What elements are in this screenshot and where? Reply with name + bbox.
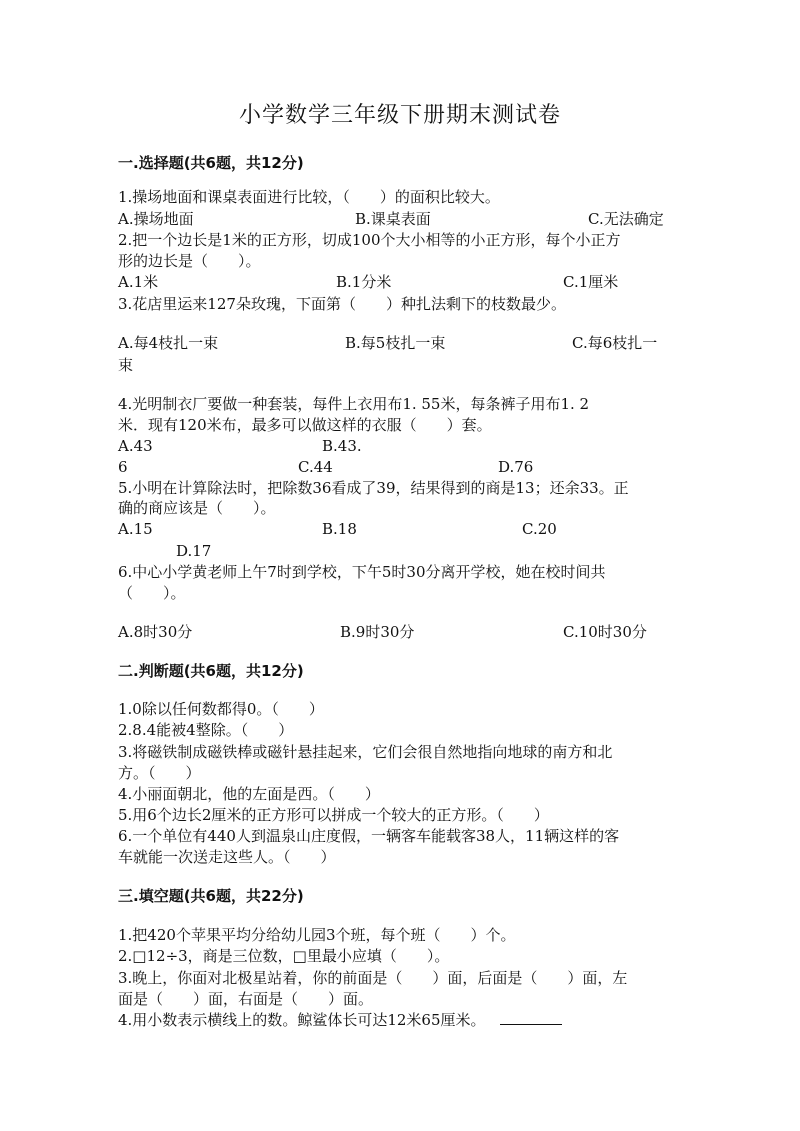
judge-item-cont: 方。（ ） [118,764,201,782]
question-stem-cont: （ ）。 [118,584,186,602]
question-stem: 1.操场地面和课桌表面进行比较，（ ）的面积比较大。 [118,188,500,206]
judge-item-cont: 车就能一次送走这些人。（ ） [118,848,336,866]
option-c-wrap: 束 [118,356,134,374]
fill-item: 3.晚上，你面对北极星站着，你的前面是（ ）面，后面是（ ）面，左 [118,969,628,987]
judge-item: 6.一个单位有440人到温泉山庄度假，一辆客车能载客38人，11辆这样的客 [118,827,620,845]
answer-blank-line [500,1010,562,1025]
section-heading-fill: 三.填空题(共6题，共22分) [118,887,304,905]
question-stem: 3.花店里运来127朵玫瑰，下面第（ ）种扎法剩下的枝数最少。 [118,295,566,313]
fill-item: 2.□12÷3，商是三位数，□里最小应填（ ）。 [118,947,450,965]
option-b: B.每5枝扎一束 [345,334,446,352]
option-c: C.1厘米 [563,273,619,291]
fill-item-cont: 面是（ ）面，右面是（ ）面。 [118,990,374,1008]
judge-item: 2.8.4能被4整除。（ ） [118,721,294,739]
option-a: A.1米 [118,273,159,291]
option-b: B.18 [322,520,357,538]
question-stem: 2.把一个边长是1米的正方形，切成100个大小相等的小正方形，每个小正方 [118,231,621,249]
judge-item: 1.0除以任何数都得0。（ ） [118,700,324,718]
option-b: B.43. [322,437,362,455]
question-stem: 4.光明制衣厂要做一种套装，每件上衣用布1. 55米，每条裤子用布1. 2 [118,395,590,413]
judge-item: 4.小丽面朝北，他的左面是西。（ ） [118,785,380,803]
option-a: A.操场地面 [118,210,194,228]
option-a: A.15 [118,520,153,538]
option-c: C.44 [298,458,333,476]
page-title: 小学数学三年级下册期末测试卷 [238,103,561,128]
question-stem-cont: 米．现有120米布，最多可以做这样的衣服（ ）套。 [118,416,492,434]
option-b: B.1分米 [336,273,392,291]
question-stem: 5.小明在计算除法时，把除数36看成了39，结果得到的商是13；还余33。正 [118,479,629,497]
option-a: A.43 [118,437,153,455]
fill-item: 1.把420个苹果平均分给幼儿园3个班，每个班（ ）个。 [118,926,516,944]
fill-item-row [118,1009,678,1031]
option-b: B.课桌表面 [355,210,431,228]
option-b-wrap: 6 [118,458,128,476]
option-c: C.每6枝扎一 [572,334,658,352]
question-stem-cont: 形的边长是（ ）。 [118,252,261,270]
section-heading-choice: 一.选择题(共6题，共12分) [118,154,304,172]
question-stem: 6.中心小学黄老师上午7时到学校，下午5时30分离开学校，她在校时间共 [118,563,606,581]
option-c: C.10时30分 [563,623,647,641]
option-c: C.无法确定 [588,210,664,228]
option-b: B.9时30分 [340,623,415,641]
judge-item: 5.用6个边长2厘米的正方形可以拼成一个较大的正方形。（ ） [118,806,549,824]
option-d: D.17 [176,542,212,560]
fill-item: 4.用小数表示横线上的数。鲸鲨体长可达12米65厘米。 [118,1011,486,1029]
option-c: C.20 [522,520,557,538]
judge-item: 3.将磁铁制成磁铁棒或磁针悬挂起来，它们会很自然地指向地球的南方和北 [118,743,613,761]
option-d: D.76 [498,458,534,476]
option-a: A.每4枝扎一束 [118,334,219,352]
question-stem-cont: 确的商应该是（ ）。 [118,499,276,517]
option-a: A.8时30分 [118,623,193,641]
section-heading-judge: 二.判断题(共6题，共12分) [118,662,304,680]
